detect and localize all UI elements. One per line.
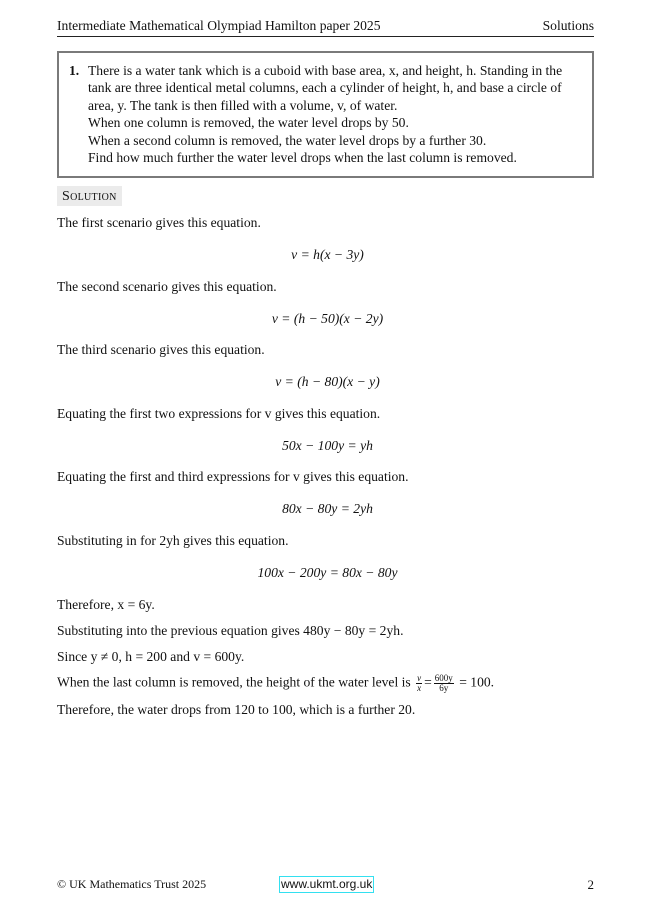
website-link[interactable]: www.ukmt.org.uk bbox=[281, 877, 373, 891]
equation: 80x − 80y = 2yh bbox=[282, 501, 373, 516]
question-number: 1. bbox=[69, 63, 80, 78]
question-line: When one column is removed, the water level drops by 50. bbox=[88, 115, 409, 131]
conclusion-line: Since y ≠ 0, h = 200 and v = 600y. bbox=[57, 649, 245, 664]
fraction-600y-over-6y bbox=[434, 674, 454, 693]
step-text: Equating the first and third expressions for v gives this equation. bbox=[57, 469, 409, 484]
step-text: The second scenario gives this equation. bbox=[57, 279, 277, 294]
conclusion-line-fraction: When the last column is removed, the height of the water level is $\frac{v}{x}$ = $\frac{600y}{6y}$ = 100. bbox=[57, 673, 495, 693]
conclusion-line: Substituting into the previous equation gives 480y − 80y = 2yh. bbox=[57, 623, 404, 638]
equation: 50x − 100y = yh bbox=[282, 438, 373, 453]
question-line: Find how much further the water level drops when the last column is removed. bbox=[88, 150, 517, 166]
fraction-denominator: x bbox=[417, 683, 422, 693]
page-number: 2 bbox=[587, 877, 594, 892]
fraction-v-over-x bbox=[416, 674, 422, 693]
step-text: The third scenario gives this equation. bbox=[57, 342, 265, 357]
solution-badge: Solution bbox=[57, 186, 122, 206]
question-line: When a second column is removed, the water level drops by a further 30. bbox=[88, 132, 487, 148]
equation: 100x − 200y = 80x − 80y bbox=[257, 565, 398, 580]
step-text: Substituting in for 2yh gives this equation. bbox=[57, 533, 289, 548]
fraction-numerator: v bbox=[417, 673, 422, 683]
question-line: There is a water tank which is a cuboid with base area, x, and height, h. Standing in the bbox=[88, 63, 563, 78]
question-line: tank are three identical metal columns, each a cylinder of height, h, and base a circle of bbox=[88, 80, 562, 96]
equation: v = (h − 80)(x − y) bbox=[275, 374, 380, 389]
section-label: Solutions bbox=[542, 18, 594, 33]
question-text bbox=[88, 62, 582, 166]
step-text: Equating the first two expressions for v gives this equation. bbox=[57, 406, 381, 421]
equation: v = h(x − 3y) bbox=[291, 247, 364, 262]
paper-title: Intermediate Mathematical Olympiad Hamilton paper 2025 bbox=[57, 18, 381, 33]
fraction-denominator: 6y bbox=[439, 683, 449, 693]
question-box bbox=[57, 51, 594, 178]
fraction-numerator: 600y bbox=[434, 673, 453, 683]
conclusion-line: Therefore, x = 6y. bbox=[57, 597, 155, 612]
question-line: area, y. The tank is then filled with a volume, v, of water. bbox=[88, 97, 398, 113]
copyright: © UK Mathematics Trust 2025 bbox=[57, 877, 207, 891]
page-header bbox=[57, 17, 594, 37]
step-text: The first scenario gives this equation. bbox=[57, 215, 261, 230]
equation: v = (h − 50)(x − 2y) bbox=[271, 311, 384, 326]
fraction-result: = 100. bbox=[459, 674, 495, 690]
fraction-prefix: When the last column is removed, the height of the water level is bbox=[57, 674, 411, 690]
conclusion-line: Therefore, the water drops from 120 to 100, which is a further 20. bbox=[57, 702, 416, 717]
